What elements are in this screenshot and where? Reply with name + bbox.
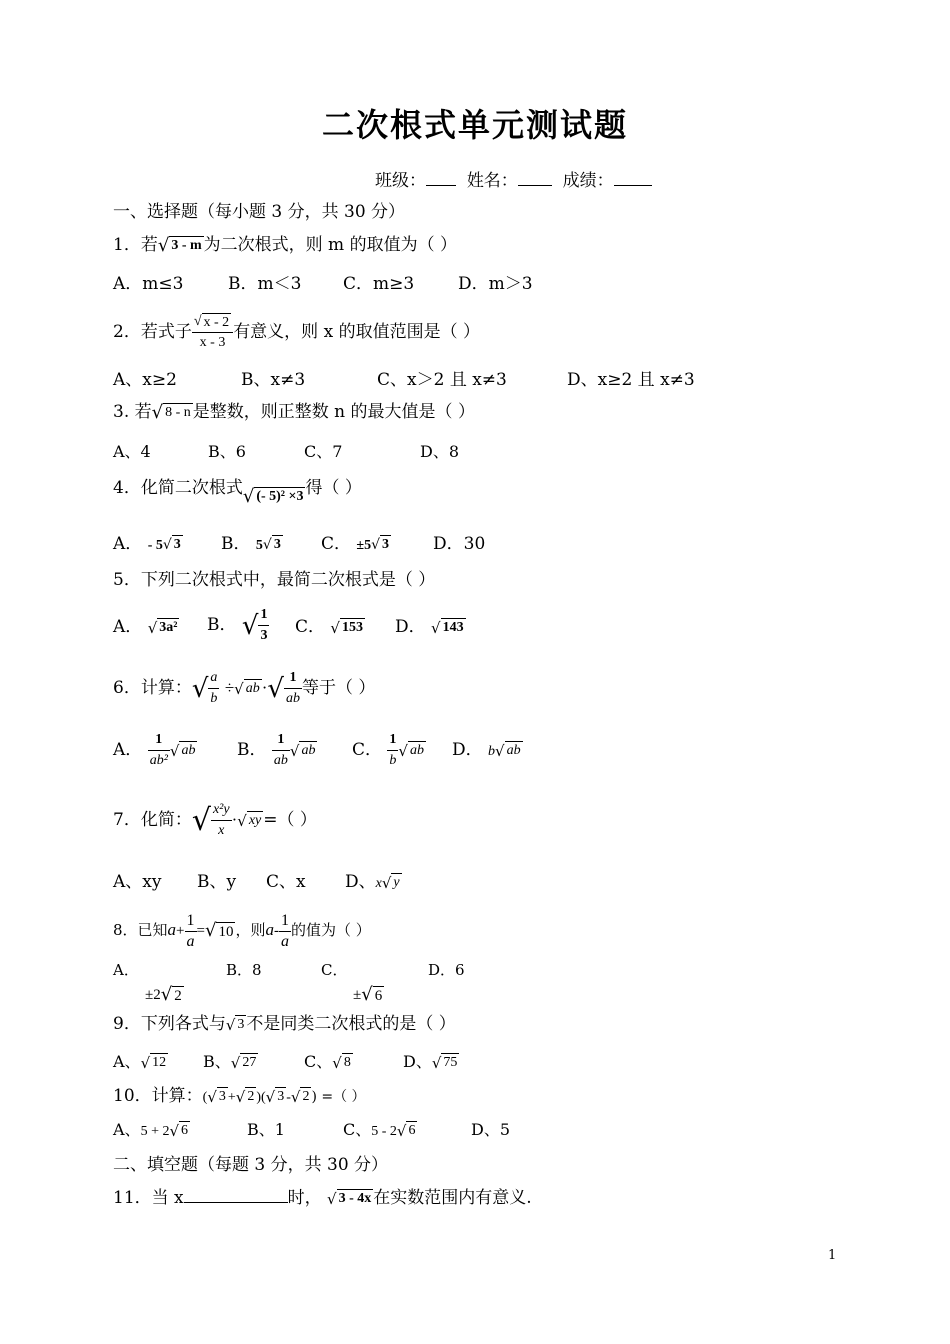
q4-option-c[interactable]: C． ±5√ 3 [321,534,390,554]
section-heading-choice: 一、选择题（每小题 3 分，共 30 分） [113,202,406,222]
name-label: 姓名： [466,171,518,191]
question-7: 7．化简：√ $\frac{\text{x²y}}{x}$ ·√ xy =（ ） [113,802,317,838]
q7-option-c[interactable]: C、x [266,872,306,892]
q4-option-b[interactable]: B． 5√ 3 [221,534,281,554]
q9-option-c[interactable]: C、√ 8 [304,1052,351,1072]
q8-option-b[interactable]: B．8 [226,961,262,979]
q6-option-a[interactable]: A． $\frac{1}{\text{ab²}}$ √ ab [113,732,196,768]
q6-option-b[interactable]: B． $\frac{1}{ab}$ √ ab [237,732,316,768]
q3-option-c[interactable]: C、7 [304,442,343,461]
question-9: 9．下列各式与√ 3 不是同类二次根式的是（ ） [113,1014,456,1034]
q3-option-b[interactable]: B、6 [208,442,246,461]
q6-option-c[interactable]: C． $\frac{1}{b}$ √ ab [352,732,424,768]
sqrt-expression: √ 3 - m [157,234,202,256]
q6-option-d[interactable]: D． b√ ab [452,740,521,760]
q7-option-d[interactable]: D、x√ y [345,872,400,892]
question-2: 2．若式子 $\frac{√ x - 2}{x - 3}$ 有意义，则 x 的取值范围是（ ） [113,312,480,353]
student-info [375,166,652,191]
q1-option-c[interactable]: C．m≥3 [343,274,415,294]
q3-option-a[interactable]: A、4 [113,442,151,461]
q8-option-c[interactable]: C． ±√ 6 [321,961,383,1005]
q1-option-b[interactable]: B．m＜3 [228,274,302,294]
q2-option-c[interactable]: C、x＞2 且 x≠3 [377,370,507,390]
q4-option-d[interactable]: D．30 [433,534,486,554]
q7-option-a[interactable]: A、xy [113,872,162,892]
question-5: 5．下列二次根式中，最简二次根式是（ ） [113,570,436,590]
question-11: 11．当 x 时， √ 3 - 4x 在实数范围内有意义. [113,1188,532,1208]
q2-option-d[interactable]: D、x≥2 且 x≠3 [567,370,695,390]
q5-option-a[interactable]: A． √ 3a² [113,617,178,637]
q10-option-b[interactable]: B、1 [247,1120,285,1139]
q1-option-a[interactable]: A．m≤3 [113,274,184,294]
page-title: 二次根式单元测试题 [321,106,628,144]
q2-option-b[interactable]: B、x≠3 [241,370,306,390]
class-label: 班级： [375,171,426,191]
score-label: 成绩： [562,171,614,191]
q7-option-b[interactable]: B、y [197,872,237,892]
q5-option-b[interactable]: B． √ $\frac{1}{3}$ [207,607,268,643]
q10-option-d[interactable]: D、5 [471,1120,511,1139]
question-8: 8．已知a+ $\frac{1}{a}$ =√ 10 ，则a- $\frac{1}{a}$ 的值为（ ） [113,911,371,950]
score-blank[interactable] [614,169,652,186]
q10-option-a[interactable]: A、5 + 2√ 6 [113,1120,189,1140]
q9-option-b[interactable]: B、√ 27 [203,1052,257,1072]
fraction: $\frac{√ x - 2}{x - 3}$ [192,312,233,353]
q5-option-d[interactable]: D． √ 143 [395,617,464,637]
q1-option-d[interactable]: D．m＞3 [458,274,533,294]
question-10: 10．计算：(√ 3 +√ 2 )(√ 3 -√ 2 ) =（ ） [113,1086,366,1106]
q3-option-d[interactable]: D、8 [420,442,460,461]
q8-option-d[interactable]: D．6 [428,961,465,979]
question-1: 1．若√ 3 - m 为二次根式，则 m 的取值为（ ） [113,234,457,256]
section-heading-fill: 二、填空题（每题 3 分，共 30 分） [113,1155,389,1175]
q11-answer-blank[interactable] [184,1186,288,1203]
question-3: 3. 若√ 8 - n 是整数，则正整数 n 的最大值是（ ） [113,401,475,423]
question-4: 4．化简二次根式√ (- 5)² ×3 得（ ） [113,478,362,507]
name-blank[interactable] [518,169,552,186]
q2-option-a[interactable]: A、x≥2 [113,370,177,390]
q8-option-a[interactable]: A． ±2√ 2 [113,961,182,1005]
page-number: 1 [828,1248,837,1263]
q10-option-c[interactable]: C、5 - 2√ 6 [343,1120,416,1140]
question-6: 6．计算：√ $\frac{a}{b}$ ÷√ ab ·√ $\frac{1}{ab}$ 等于（ ） [113,670,376,706]
q9-option-d[interactable]: D、√ 75 [403,1052,458,1072]
q4-option-a[interactable]: A． - 5√ 3 [113,534,181,554]
q9-option-a[interactable]: A、√ 12 [113,1052,167,1072]
class-blank[interactable] [426,169,456,186]
q5-option-c[interactable]: C． √ 153 [295,617,363,637]
